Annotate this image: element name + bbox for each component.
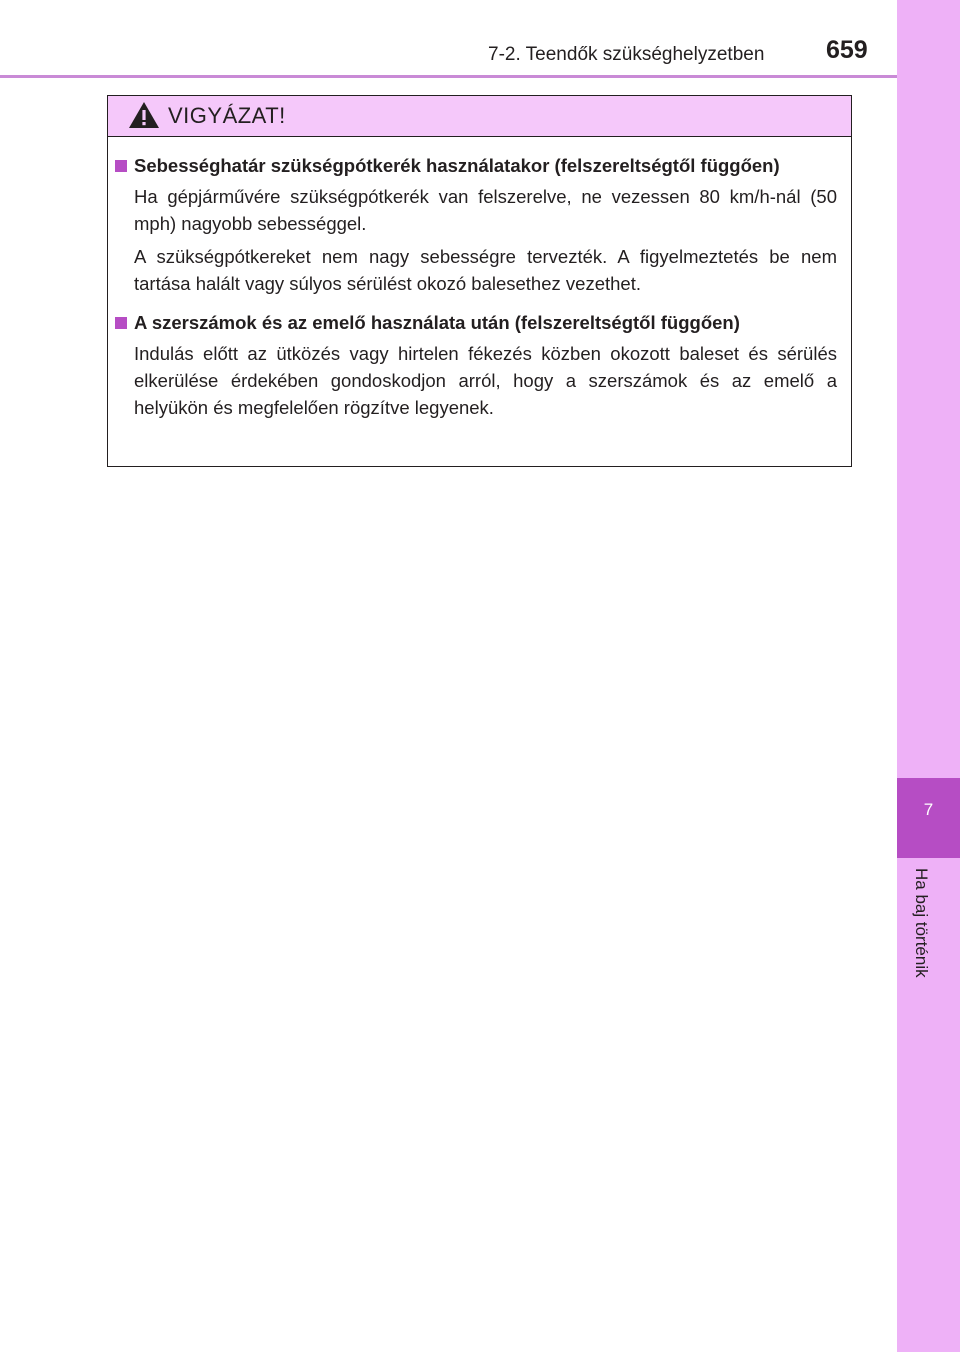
paragraph: Ha gépjárművére szükségpótkerék van felszerelve, ne vezessen 80 km/h-nál (50 mph) nagyobb sebességgel. xyxy=(134,186,837,234)
item-heading-text: A szerszámok és az emelő használata után (felszereltségtől függően) xyxy=(134,312,740,333)
chapter-box xyxy=(897,778,960,858)
side-tab xyxy=(897,0,960,1352)
header-rule xyxy=(0,75,897,78)
caution-box xyxy=(107,95,852,467)
item-heading xyxy=(134,309,837,336)
warning-triangle-icon xyxy=(128,101,160,129)
paragraph: Indulás előtt az ütközés vagy hirtelen fékezés közben okozott baleset és sérülés elkerülése érdekében gondoskodjon arról, hogy a szerszámok és az emelő a helyükön és megfelelően rögzítve legyenek. xyxy=(134,343,837,418)
caution-item-spare-tire xyxy=(134,152,837,297)
caution-header xyxy=(108,96,851,137)
square-bullet-icon xyxy=(115,160,127,172)
caution-item-tools-jack xyxy=(134,309,837,421)
paragraph: A szükségpótkereket nem nagy sebességre tervezték. A figyelmeztetés be nem tartása halált vagy súlyos sérülést okozó balesethez vezethet. xyxy=(134,246,837,294)
square-bullet-icon xyxy=(115,317,127,329)
section-title: 7-2. Teendők szükséghelyzetben xyxy=(488,44,765,65)
caution-body xyxy=(108,137,851,421)
item-heading-text: Sebességhatár szükségpótkerék használatakor (felszereltségtől függően) xyxy=(134,155,780,176)
item-heading xyxy=(134,152,837,179)
page-number: 659 xyxy=(826,36,868,64)
caution-label: VIGYÁZAT! xyxy=(168,103,286,128)
chapter-title: Ha baj történik xyxy=(912,868,931,978)
chapter-number: 7 xyxy=(923,800,934,819)
